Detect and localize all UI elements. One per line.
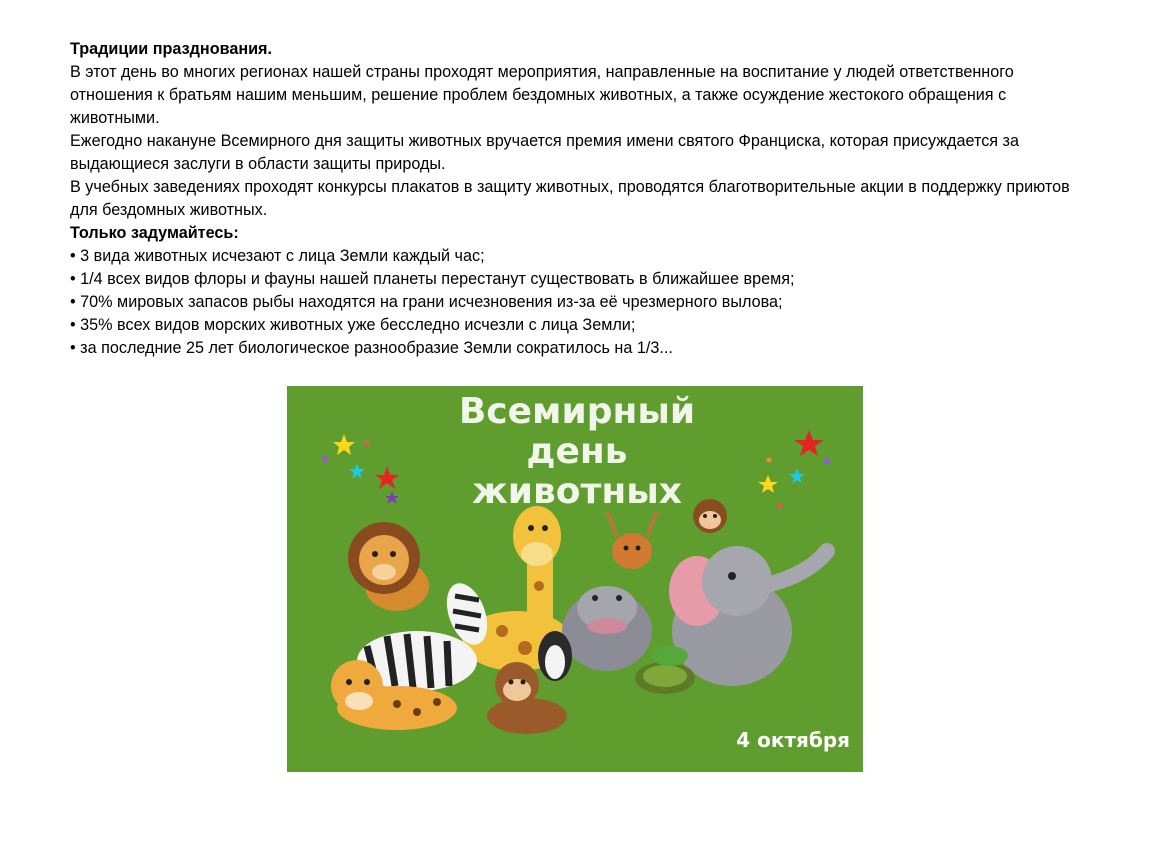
- bullet-item: • 1/4 всех видов флоры и фауны нашей планеты перестанут существовать в ближайшее время;: [70, 270, 795, 288]
- hippo-illustration: [562, 586, 652, 671]
- bullet-item: • 3 вида животных исчезают с лица Земли каждый час;: [70, 247, 485, 265]
- paragraph: Ежегодно накануне Всемирного дня защиты животных вручается премия имени святого Франциска, которая присуждается за выдающиеся заслуги в области защиты природы.: [70, 132, 1019, 173]
- animal-day-poster: [287, 386, 863, 772]
- star-icon: [789, 468, 805, 484]
- poster-title-line: животных: [471, 471, 683, 512]
- star-icon: [794, 430, 824, 456]
- poster-title: [437, 392, 717, 512]
- bullet-item: • 35% всех видов морских животных уже бесследно исчезли с лица Земли;: [70, 316, 636, 334]
- bullet-item: • за последние 25 лет биологическое разнообразие Земли сократилось на 1/3...: [70, 339, 673, 357]
- star-icon: [385, 491, 399, 504]
- star-icon: [758, 475, 778, 493]
- deer-illustration: [607, 511, 657, 569]
- lion-illustration: [348, 522, 429, 611]
- document-text: [70, 38, 1090, 360]
- elephant-illustration: [669, 546, 827, 686]
- paragraph: В учебных заведениях проходят конкурсы плакатов в защиту животных, проводятся благотворительные акции в поддержку приютов для бездомных животных.: [70, 178, 1070, 219]
- star-icon: [375, 466, 399, 489]
- penguin-illustration: [538, 631, 572, 681]
- section-subheading: Только задумайтесь:: [70, 224, 239, 242]
- bullet-item: • 70% мировых запасов рыбы находятся на грани исчезновения из-за её чрезмерного вылова;: [70, 293, 783, 311]
- star-icon: [333, 434, 355, 455]
- paragraph: В этот день во многих регионах нашей страны проходят мероприятия, направленные на воспитание у людей ответственного отношения к братьям нашим меньшим, решение проблем бездомных животных, а также осуждение жестокого обращения с животными.: [70, 63, 1014, 127]
- poster-title-line: день: [526, 431, 628, 472]
- section-heading: Традиции празднования.: [70, 40, 273, 58]
- poster-date: 4 октября: [736, 728, 850, 752]
- star-icon: [349, 463, 365, 479]
- poster-title-line: Всемирный: [458, 391, 696, 432]
